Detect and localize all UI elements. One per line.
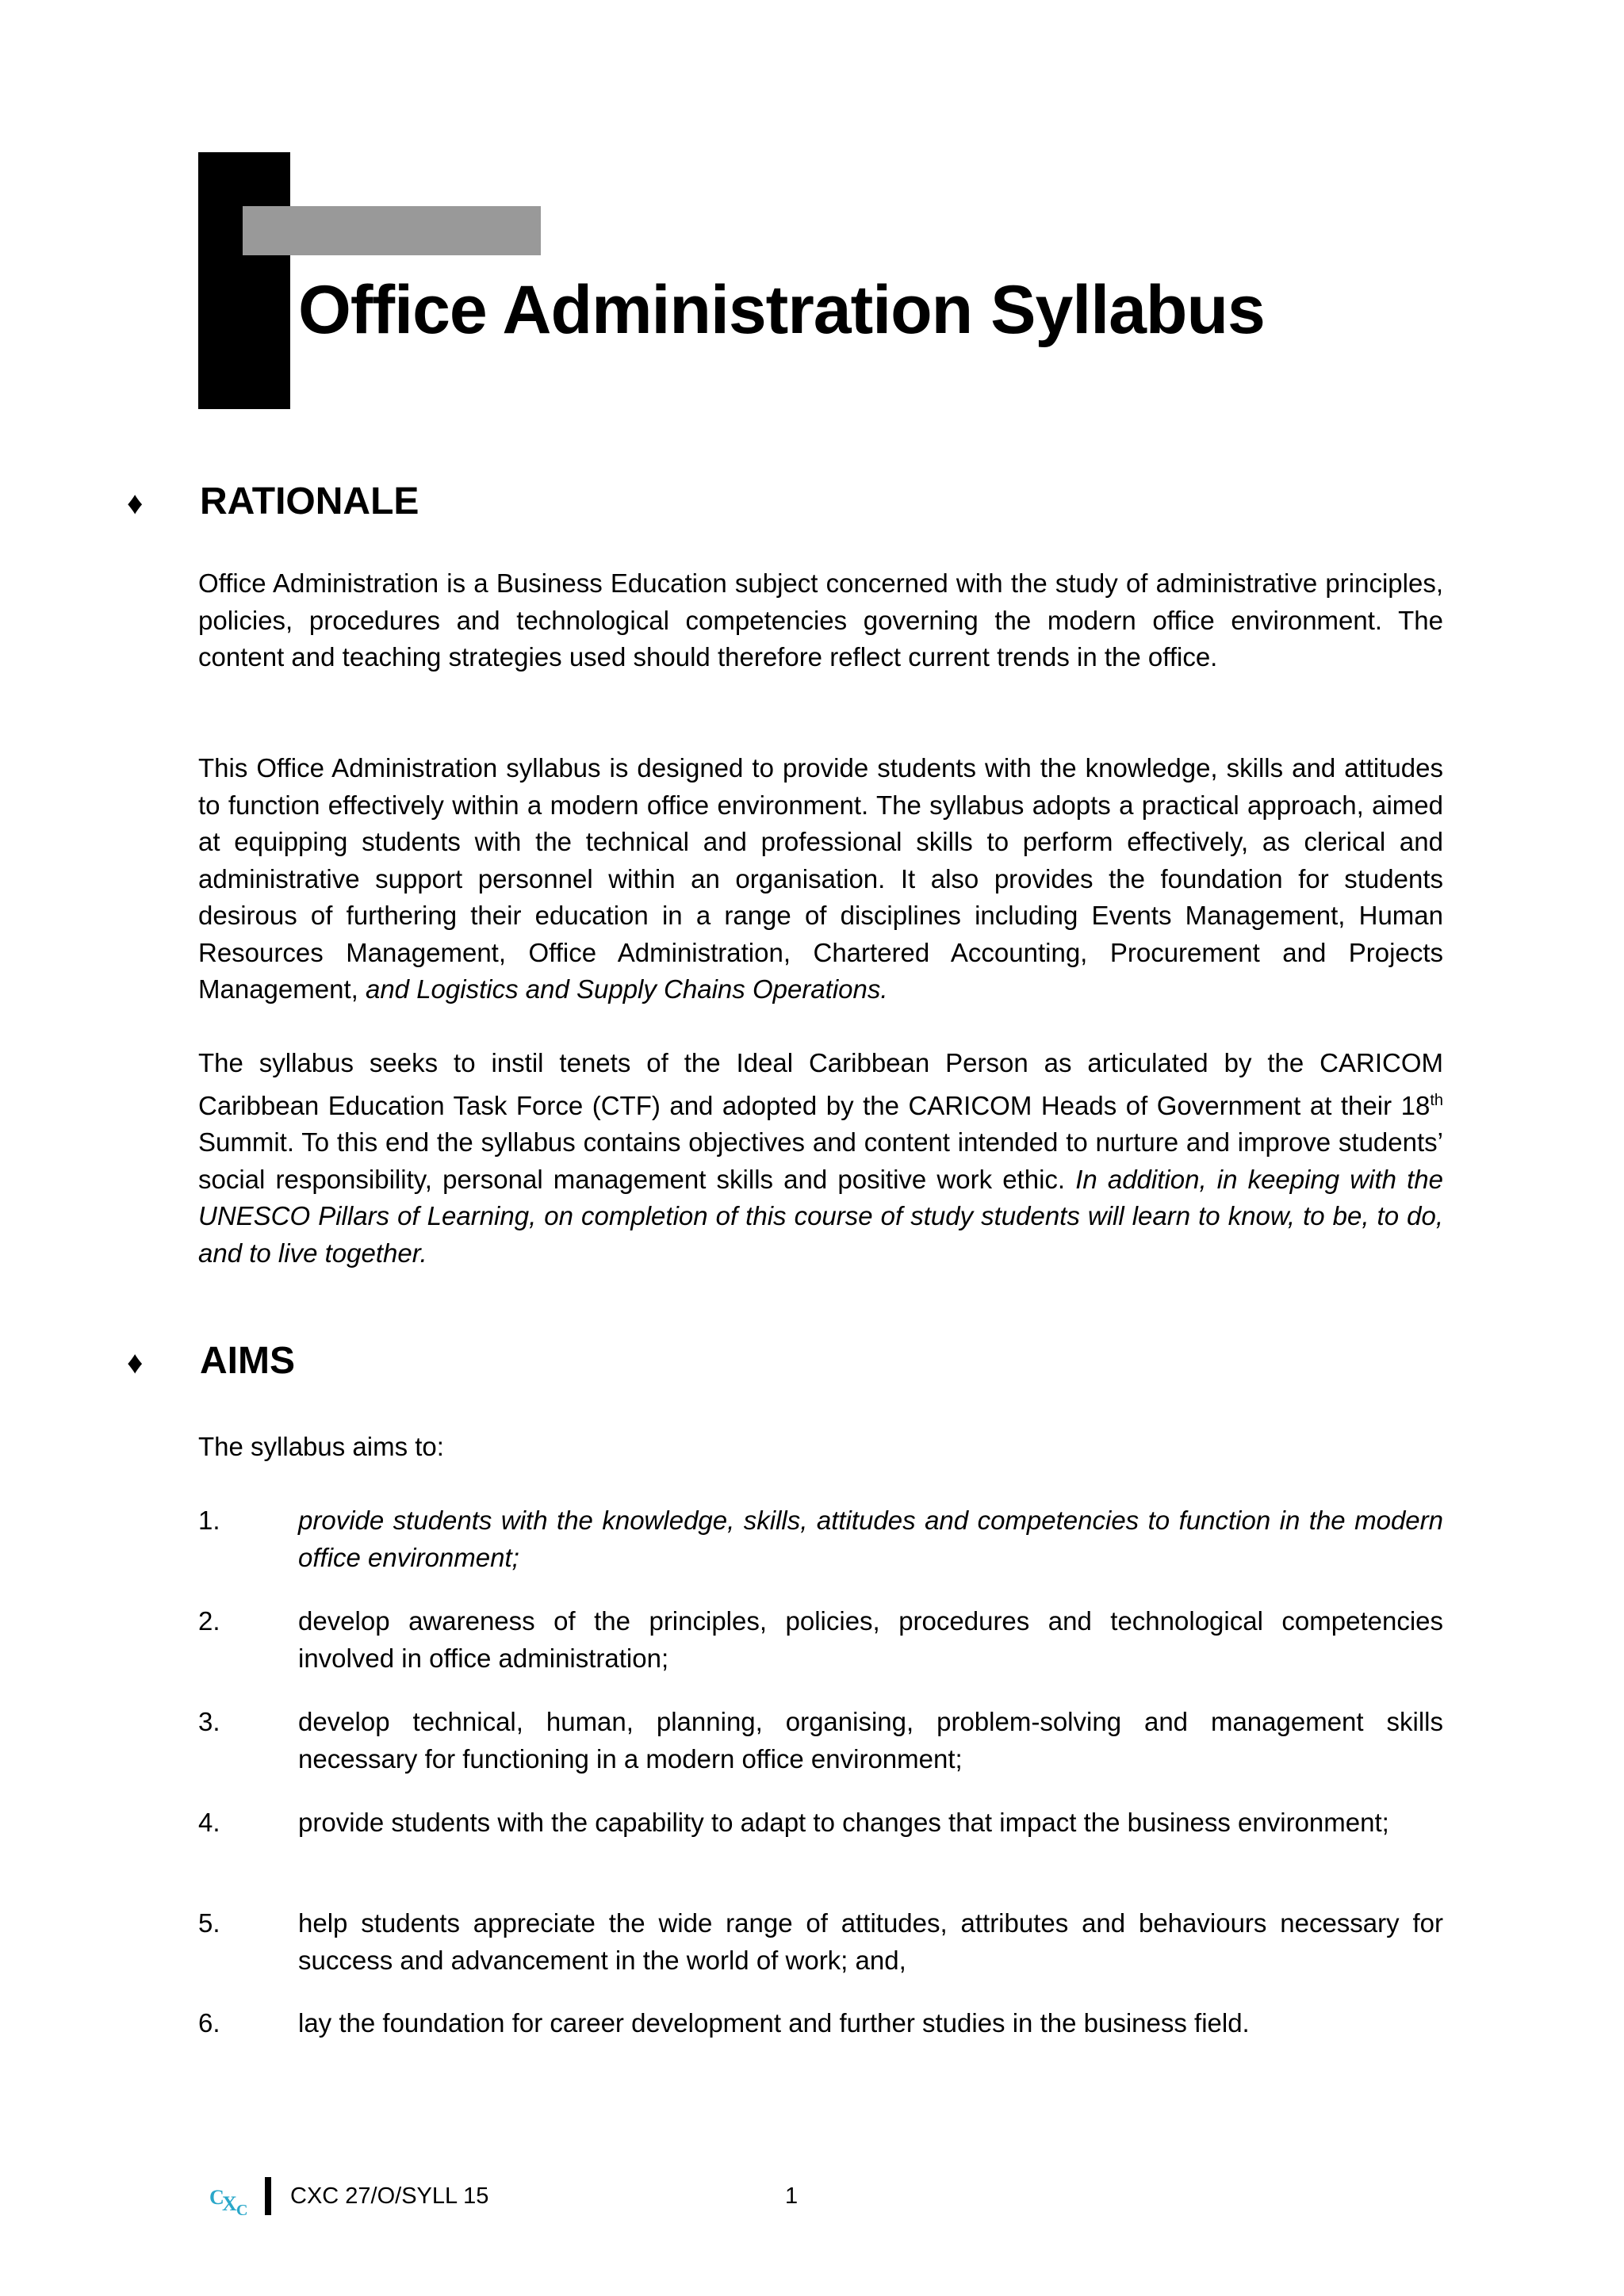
list-item (198, 1502, 1443, 1576)
list-item (198, 1804, 1443, 1842)
rationale-heading (127, 479, 1475, 525)
footer-divider-bar (265, 2177, 271, 2215)
list-item-number: 4. (198, 1808, 220, 1837)
diamond-bullet-icon: ♦ (127, 486, 144, 521)
page-number: 1 (785, 2183, 799, 2209)
aims-intro: The syllabus aims to: (198, 1432, 444, 1461)
list-item-text: develop awareness of the principles, policies, procedures and technological competencies involved in office administration; (298, 1606, 1443, 1673)
rationale-paragraph-2-italic: and Logistics and Supply Chains Operations. (365, 974, 888, 1004)
rationale-paragraph-3-part1: The syllabus seeks to instil tenets of the Ideal Caribbean Person as articulated by the CARICOM Caribbean Education Task Force (CTF) and adopted by the CARICOM Heads of Government at their 18 (198, 1048, 1443, 1120)
diamond-bullet-icon: ♦ (127, 1345, 144, 1380)
list-item (198, 1704, 1443, 1777)
rationale-paragraph-2 (198, 750, 1443, 1008)
title-grey-bar (243, 206, 541, 255)
rationale-paragraph-3-part2: Summit. To this end the syllabus contains objectives and content intended to nurture and improve students’ social responsibility, personal management skills and positive work ethic. (198, 1127, 1443, 1194)
list-item-text: lay the foundation for career development and further studies in the business field. (298, 2008, 1250, 2038)
list-item-text: provide students with the capability to adapt to changes that impact the business environment; (298, 1808, 1389, 1837)
rationale-paragraph-1: Office Administration is a Business Education subject concerned with the study of administrative principles, policies, procedures and technological competencies governing the modern office environment. The content and teaching strategies used should therefore reflect current trends in the office. (198, 568, 1443, 672)
cxc-logo-icon (208, 2183, 257, 2217)
aims-heading (127, 1338, 1475, 1384)
page-footer (208, 2182, 1477, 2218)
rationale-heading-text: RATIONALE (200, 480, 419, 522)
list-item (198, 2005, 1443, 2042)
page-title: Office Administration Syllabus (298, 272, 1265, 348)
aims-heading-text: AIMS (200, 1340, 295, 1382)
svg-text:C: C (209, 2186, 224, 2209)
svg-text:X: X (222, 2192, 237, 2215)
svg-text:C: C (236, 2202, 248, 2217)
superscript-th: th (1430, 1091, 1443, 1109)
list-item-number: 6. (198, 2008, 220, 2038)
list-item-number: 5. (198, 1908, 220, 1938)
list-item (198, 1603, 1443, 1677)
rationale-paragraph-2-main: This Office Administration syllabus is designed to provide students with the knowledge, skills and attitudes to function effectively within a modern office environment. The syllabus adopts a practical approach, aimed at equipping students with the technical and professional skills to perform effectively, as clerical and administrative support personnel within an organisation. It also provides the foundation for students desirous of furthering their education in a range of disciplines including Events Management, Human Resources Management, Office Administration, Chartered Accounting, Procurement and Projects Management, (198, 753, 1443, 1004)
list-item-text: help students appreciate the wide range of attitudes, attributes and behaviours necessary for success and advancement in the world of work; and, (298, 1908, 1443, 1975)
list-item (198, 1905, 1443, 1979)
list-item-number: 3. (198, 1707, 220, 1736)
rationale-paragraph-3-italic: In addition, in keeping with the UNESCO Pillars of Learning, on completion of this course of study students will learn to know, to be, to do, and to live together. (198, 1164, 1443, 1268)
rationale-paragraph-3 (198, 1045, 1443, 1272)
list-item-text: develop technical, human, planning, organising, problem-solving and management skills necessary for functioning in a modern office environment; (298, 1707, 1443, 1774)
list-item-text: provide students with the knowledge, skills, attitudes and competencies to function in the modern office environment; (298, 1506, 1443, 1572)
title-black-bar (198, 152, 290, 409)
list-item-number: 2. (198, 1606, 220, 1636)
syllabus-code: CXC 27/O/SYLL 15 (290, 2183, 489, 2209)
list-item-number: 1. (198, 1506, 220, 1535)
